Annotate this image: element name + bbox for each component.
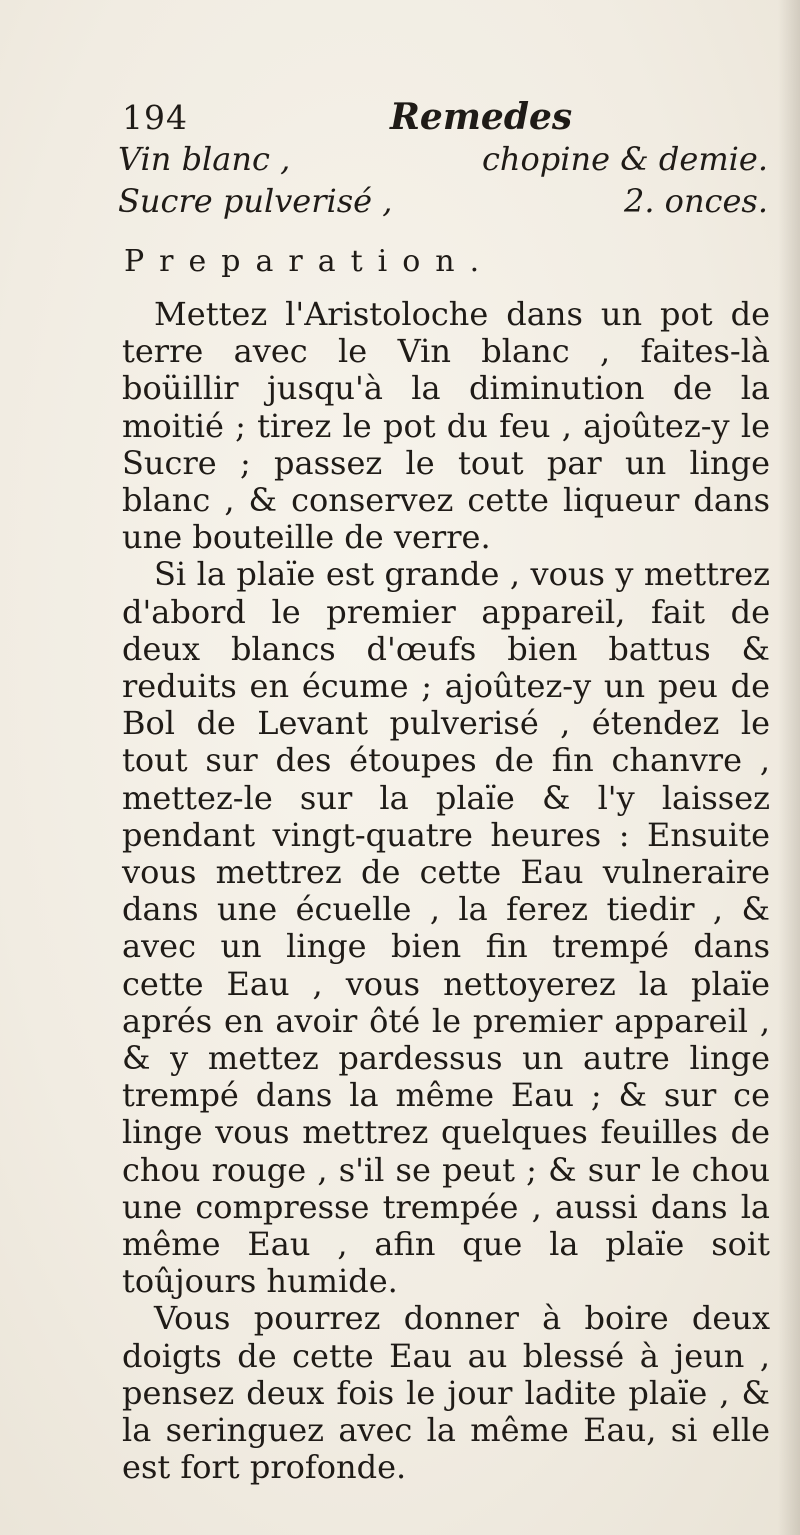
page-header <box>122 98 762 138</box>
ingredient-row <box>118 182 768 224</box>
ingredient-row <box>118 140 768 182</box>
page-number: 194 <box>122 98 188 137</box>
ingredient-quantity: chopine & demie. <box>482 140 768 178</box>
paragraph: Si la plaïe est grande , vous y mettrez d'abord le premier appareil, fait de deux blancs d'œufs bien battus & reduits en écume ; ajoûtez-y un peu de Bol de Levant pulverisé , étendez le tout sur des étoupes de fin chanvre , mettez-le sur la plaïe & l'y laissez pendant vingt-quatre heures : Ensuite vous mettrez de cette Eau vulneraire dans une écuelle , la ferez tiedir , & avec un linge bien fin trempé dans cette Eau , vous nettoyerez la plaïe aprés en avoir ôté le premier appareil , & y mettez pardessus un autre linge trempé dans la même Eau ; & sur ce linge vous mettrez quelques feuilles de chou rouge , s'il se peut ; & sur le chou une compresse trempée , aussi dans la même Eau , afin que la plaïe soit toûjours humide. <box>122 555 770 1301</box>
paragraph: Mettez l'Aristoloche dans un pot de terre avec le Vin blanc , faites-là boüillir jusqu'à la diminution de la moitié ; tirez le pot du feu , ajoûtez-y le Sucre ; passez le tout par un linge blanc , & conservez cette liqueur dans une bouteille de verre. <box>122 295 770 557</box>
paragraph: Vous pourrez donner à boire deux doigts de cette Eau au blessé à jeun , pensez deux fois le jour ladite plaïe , & la seringuez avec la même Eau, si elle est fort profonde. <box>122 1299 770 1487</box>
ingredient-name: Vin blanc , <box>118 140 291 178</box>
section-title: Preparation. <box>124 244 495 279</box>
ingredient-name: Sucre pulverisé , <box>118 182 393 220</box>
body-text <box>122 296 770 1487</box>
ingredient-quantity: 2. onces. <box>623 182 768 220</box>
ingredient-list <box>118 140 768 224</box>
running-title: Remedes <box>390 96 573 138</box>
